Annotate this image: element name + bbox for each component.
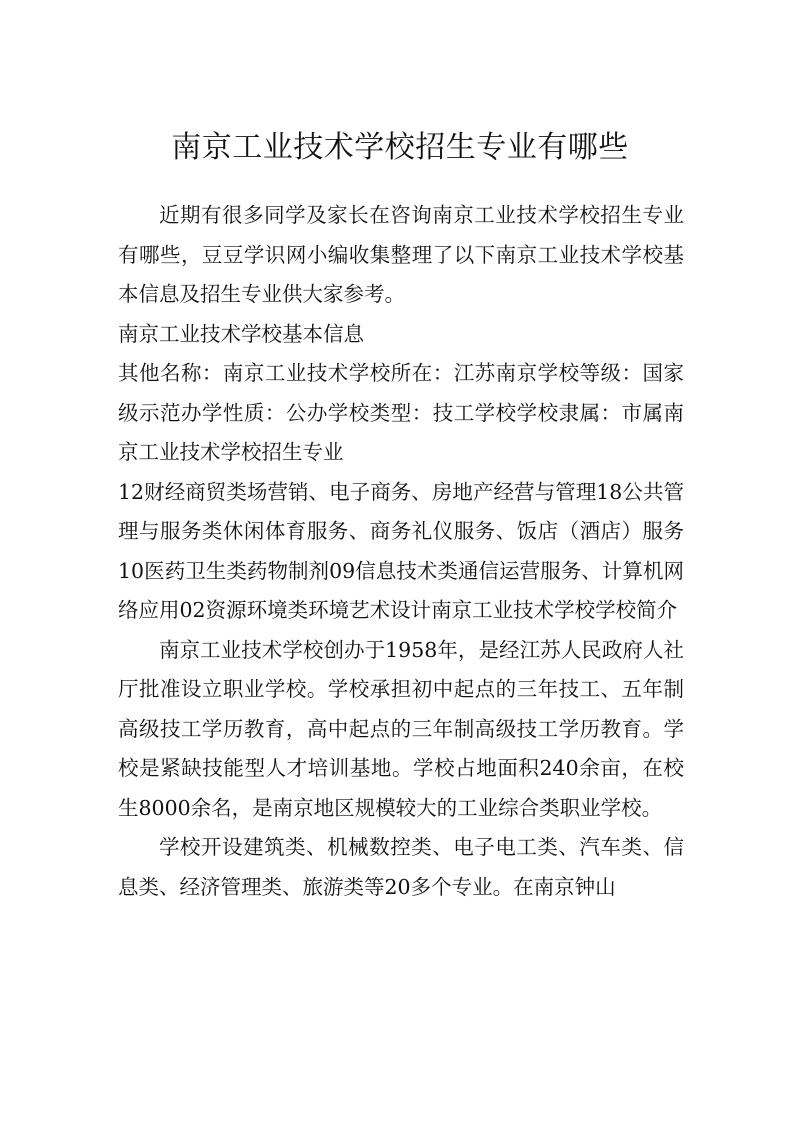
paragraph-intro: 近期有很多同学及家长在咨询南京工业技术学校招生专业有哪些，豆豆学识网小编收集整理了以下南京工业技术学校基本信息及招生专业供大家参考。: [118, 203, 684, 306]
document-body: [118, 196, 684, 907]
document-title: 南京工业技术学校招生专业有哪些: [171, 130, 629, 165]
paragraph-school-programs: 学校开设建筑类、机械数控类、电子电工类、汽车类、信息类、经济管理类、旅游类等20多个专业。在南京钟山: [118, 835, 684, 899]
paragraph-majors: 12财经商贸类场营销、电子商务、房地产经营与管理18公共管理与服务类休闲体育服务、商务礼仪服务、饭店（酒店）服务10医药卫生类药物制剂09信息技术类通信运营服务、计算机网络应用02资源环境类环境艺术设计南京工业技术学校学校简介: [118, 479, 684, 622]
paragraph-basic-info: 其他名称：南京工业技术学校所在：江苏南京学校等级：国家级示范办学性质：公办学校类型：技工学校学校隶属：市属南京工业技术学校招生专业: [118, 361, 684, 464]
paragraph-school-intro: 南京工业技术学校创办于1958年，是经江苏人民政府人社厅批准设立职业学校。学校承担初中起点的三年技工、五年制高级技工学历教育，高中起点的三年制高级技工学历教育。学校是紧缺技能型人才培训基地。学校占地面积240余亩，在校生8000余名，是南京地区规模较大的工业综合类职业学校。: [118, 637, 684, 820]
paragraph-basic-info-heading: 南京工业技术学校基本信息: [118, 321, 364, 346]
